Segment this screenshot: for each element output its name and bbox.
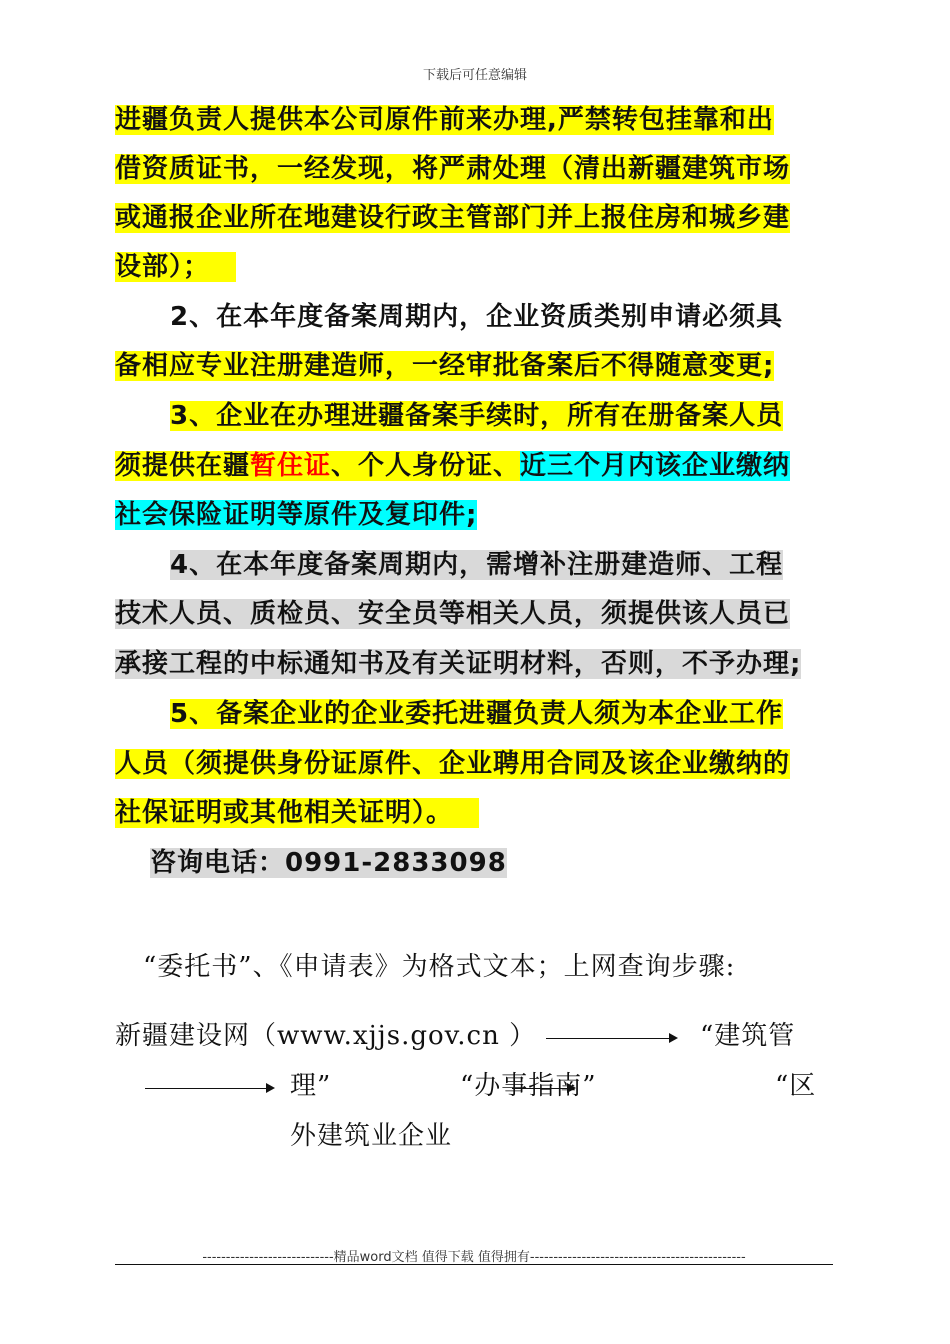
consult-phone: 咨询电话：0991-2833098 xyxy=(150,848,507,878)
para3-line3: 社会保险证明等原件及复印件; xyxy=(115,500,478,530)
step-construction-mgmt: “建筑管 xyxy=(700,1021,796,1051)
para5-line1: 5、备案企业的企业委托进疆负责人须为本企业工作 xyxy=(170,699,784,729)
site-name: 新疆建设网（www.xjjs.gov.cn ） xyxy=(115,1021,537,1051)
footer-rule xyxy=(115,1264,833,1265)
step-construction-mgmt-end: 理” xyxy=(290,1071,332,1101)
step-outside-enterprise-end: 外建筑业企业 xyxy=(290,1121,453,1151)
arrow-right-icon xyxy=(512,1088,574,1089)
page-footer: ----------------------------精品word文档 值得下载 值得拥有---------------------------------------------- xyxy=(202,1250,746,1265)
para1-line3: 或通报企业所在地建设行政主管部门并上报住房和城乡建 xyxy=(115,203,791,233)
step-service-guide: “办事指南” xyxy=(460,1071,597,1101)
para5-line2: 人员（须提供身份证原件、企业聘用合同及该企业缴纳的 xyxy=(115,749,791,779)
para5-line3: 社保证明或其他相关证明）。 xyxy=(115,793,479,833)
page-header: 下载后可任意编辑 xyxy=(422,68,527,83)
step-outside-enterprise: “区 xyxy=(775,1071,817,1101)
para4-line1: 4、在本年度备案周期内，需增补注册建造师、工程 xyxy=(170,550,784,580)
para3-line1: 3、企业在办理进疆备案手续时，所有在册备案人员 xyxy=(170,401,784,431)
arrow-right-icon xyxy=(145,1088,273,1089)
para1-line1: 进疆负责人提供本公司原件前来办理,严禁转包挂靠和出 xyxy=(115,105,774,135)
query-intro: “委托书”、《申请表》为格式文本；上网查询步骤: xyxy=(143,952,736,982)
para4-line3: 承接工程的中标通知书及有关证明材料，否则，不予办理; xyxy=(115,649,802,679)
para4-line2: 技术人员、质检员、安全员等相关人员，须提供该人员已 xyxy=(115,599,791,629)
arrow-right-icon xyxy=(546,1038,676,1039)
para2-line2: 备相应专业注册建造师，一经审批备案后不得随意变更; xyxy=(115,351,775,381)
para2-line1: 2、在本年度备案周期内，企业资质类别申请必须具 xyxy=(170,302,784,332)
para1-line4: 设部）； xyxy=(115,247,236,287)
para3-line2: 须提供在疆暂住证、个人身份证、近三个月内该企业缴纳 xyxy=(115,451,791,481)
temp-residence-highlight: 暂住证 xyxy=(250,451,332,481)
para1-line2: 借资质证书，一经发现，将严肃处理（清出新疆建筑市场 xyxy=(115,154,791,184)
